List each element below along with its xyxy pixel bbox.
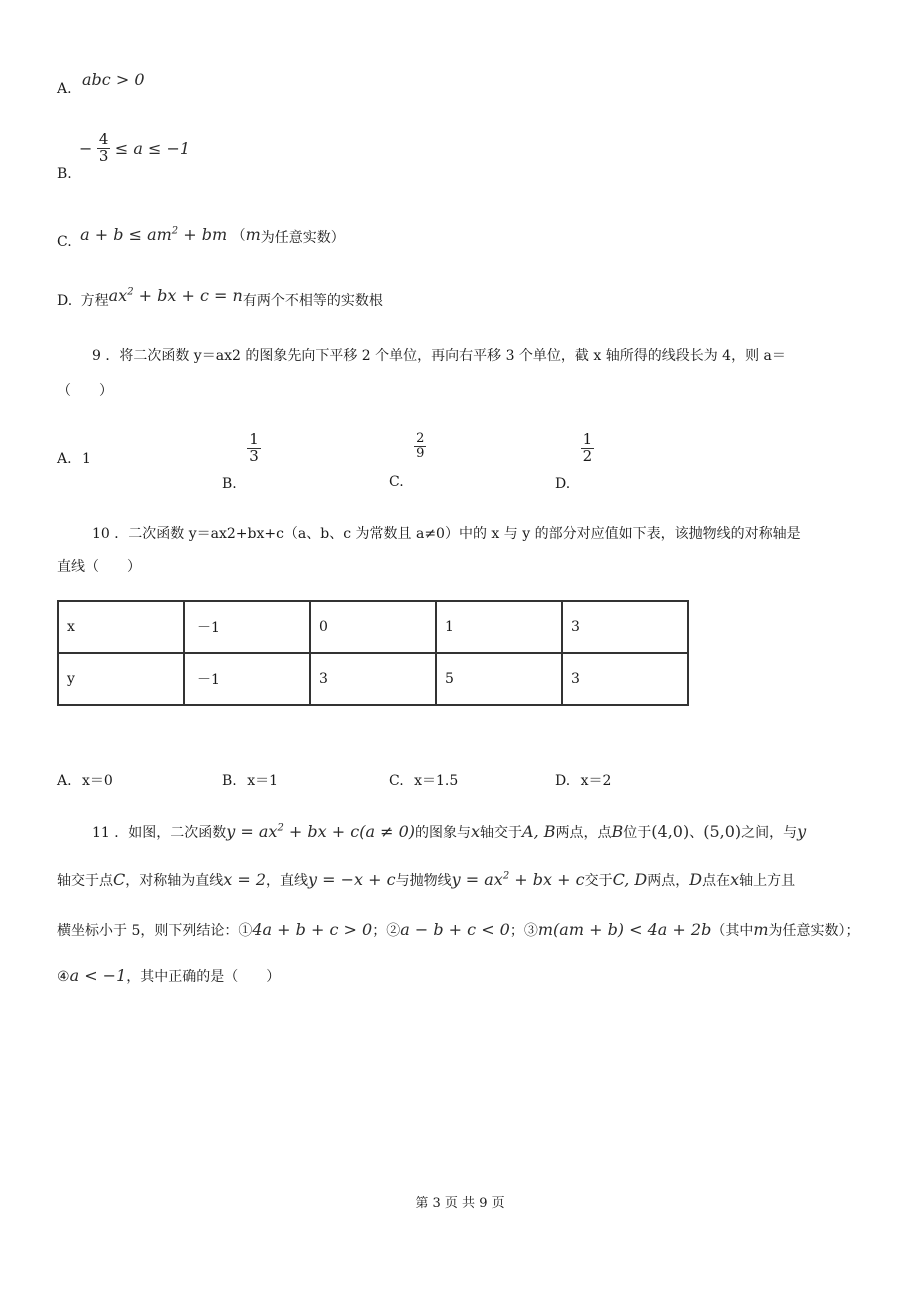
exponent: 2 (127, 286, 134, 298)
fraction-denominator: 9 (416, 445, 425, 461)
option-label: C. (389, 773, 404, 789)
math-expression (226, 822, 415, 841)
stem-text: 轴上方且 (739, 873, 796, 889)
q10-option-d (555, 770, 611, 790)
table-cell: 0 (310, 601, 436, 653)
q8-option-d (57, 286, 383, 309)
q9-option-c (389, 431, 426, 491)
table-cell: 5 (436, 653, 562, 705)
math-expression: abc > 0 (82, 70, 145, 89)
option-value: x＝1 (247, 773, 279, 789)
fraction-numerator: 2 (416, 431, 425, 446)
q10-stem-line2: 直线（ ） (57, 559, 141, 575)
stem-text: 两点，点 (555, 825, 612, 841)
fraction-denominator: 2 (582, 446, 593, 465)
table-cell: 3 (562, 653, 688, 705)
math-part: a + b ≤ am (80, 225, 172, 244)
math-part: y = ax (226, 822, 278, 841)
table-row (58, 601, 688, 653)
exponent: 2 (277, 822, 284, 834)
option-suffix: 有两个不相等的实数根 (242, 293, 383, 309)
option-label: D. (57, 293, 73, 309)
fraction-numerator: 4 (98, 130, 109, 148)
stem-text: 为任意实数）； (768, 923, 860, 939)
option-label: B. (57, 166, 72, 182)
stem-text: 位于 (623, 825, 652, 841)
value-table (57, 600, 689, 706)
math-var: B (611, 822, 624, 841)
q8-option-c (57, 225, 345, 250)
fraction (414, 432, 426, 460)
stem-text: 11 ．如图，二次函数 (92, 825, 227, 841)
math-var: A, B (522, 822, 556, 841)
math-expression: x = 2 (223, 870, 267, 889)
stem-text: ④ (57, 969, 70, 985)
math-var: x (730, 870, 740, 889)
math-var: C (113, 870, 126, 889)
variable-m: m (245, 225, 261, 244)
option-label: D. (555, 773, 571, 789)
conclusion-4: a < −1 (69, 966, 127, 985)
option-label: A. (57, 451, 72, 467)
stem-text: 点在 (702, 873, 731, 889)
fraction-denominator: 3 (98, 146, 109, 165)
q11-stem-line3 (57, 920, 860, 940)
fraction (247, 432, 261, 465)
table-cell: －1 (184, 601, 310, 653)
minus-sign: − (79, 138, 93, 158)
q9-option-d (555, 430, 594, 493)
stem-text: 轴交于点 (57, 873, 113, 889)
table-cell: 3 (562, 601, 688, 653)
q10-option-b (222, 770, 278, 790)
q8-option-a (57, 70, 145, 97)
math-expression (80, 225, 227, 244)
q11-stem-line1 (92, 822, 806, 842)
page-footer: 第 3 页 共 9 页 (415, 1196, 505, 1211)
option-prefix: 方程 (80, 293, 109, 309)
conclusion-2: a − b + c < 0 (400, 920, 510, 939)
table-cell: x (58, 601, 184, 653)
math-part: + bm (178, 225, 228, 244)
stem-text: ；② (372, 923, 401, 939)
stem-text: 之间，与 (741, 825, 798, 841)
math-expression (109, 286, 243, 305)
option-value: 1 (82, 451, 91, 467)
exponent: 2 (171, 225, 179, 237)
table-row (58, 653, 688, 705)
math-point: (5,0) (703, 822, 742, 841)
stem-text: ，直线 (266, 873, 309, 889)
q11-stem-line4 (57, 966, 280, 986)
table-cell: 3 (310, 653, 436, 705)
math-var: D (689, 870, 703, 889)
option-value: x＝2 (580, 773, 612, 789)
fraction-numerator: 1 (249, 430, 259, 448)
q11-stem-line2 (57, 870, 795, 890)
q9-option-b (222, 430, 261, 493)
conclusion-3: m(am + b) < 4a + 2b (537, 920, 712, 939)
math-point: (4,0) (651, 822, 690, 841)
math-part: + bx + c(a ≠ 0) (283, 822, 415, 841)
fraction (97, 132, 111, 165)
fraction (581, 432, 595, 465)
stem-text: 轴交于 (480, 825, 523, 841)
option-value: x＝0 (82, 773, 113, 789)
q10-option-c (389, 770, 458, 790)
stem-text: 的图象与 (415, 825, 471, 841)
math-var: C, D (612, 870, 648, 889)
conclusion-1: 4a + b + c > 0 (252, 920, 373, 939)
option-label: B. (222, 476, 237, 493)
math-expression: ≤ a ≤ −1 (114, 138, 191, 158)
math-part: y = ax (451, 870, 503, 889)
q9-option-a (57, 451, 91, 467)
stem-text: 与抛物线 (395, 873, 452, 889)
option-label: B. (222, 773, 237, 789)
q10-option-a (57, 770, 113, 790)
stem-text: 交于 (584, 873, 613, 889)
math-expression (452, 870, 585, 889)
fraction-denominator: 3 (249, 446, 259, 465)
exponent: 2 (502, 870, 510, 882)
stem-text: （其中 (711, 923, 754, 939)
option-label: D. (555, 476, 571, 493)
option-value: x＝1.5 (414, 773, 459, 789)
stem-text: ，其中正确的是（ ） (126, 969, 281, 985)
stem-text: 两点， (647, 873, 690, 889)
option-label: C. (57, 234, 72, 250)
q10-stem-line1: 10 ．二次函数 y＝ax2+bx+c（a、b、c 为常数且 a≠0）中的 x 与 y 的部分对应值如下表，该抛物线的对称轴是 (92, 526, 801, 542)
fraction-numerator: 1 (582, 430, 593, 448)
option-label: C. (389, 474, 404, 491)
option-text: 为任意实数） (260, 230, 345, 246)
math-var: m (753, 920, 769, 939)
option-label: A. (57, 81, 72, 97)
stem-text: ，对称轴为直线 (125, 873, 224, 889)
table-cell: y (58, 653, 184, 705)
q9-stem-line1: 9 ．将二次函数 y＝ax2 的图象先向下平移 2 个单位，再向右平移 3 个单位，截 x 轴所得的线段长为 4，则 a＝ (92, 348, 786, 364)
math-expression: y = −x + c (308, 870, 396, 889)
stem-text: 、 (689, 825, 704, 841)
math-var: y (797, 822, 807, 841)
q9-stem-line2: （ ） (57, 383, 113, 399)
table-cell: 1 (436, 601, 562, 653)
q8-option-b (57, 130, 191, 182)
stem-text: 横坐标小于 5，则下列结论：① (57, 923, 253, 939)
paren-open: （ (231, 228, 246, 244)
math-part: ax (108, 286, 128, 305)
math-part: + bx + c = n (133, 286, 243, 305)
stem-text: ；③ (509, 923, 538, 939)
math-part: + bx + c (509, 870, 585, 889)
math-var: x (471, 822, 481, 841)
option-label: A. (57, 773, 72, 789)
table-cell: －1 (184, 653, 310, 705)
